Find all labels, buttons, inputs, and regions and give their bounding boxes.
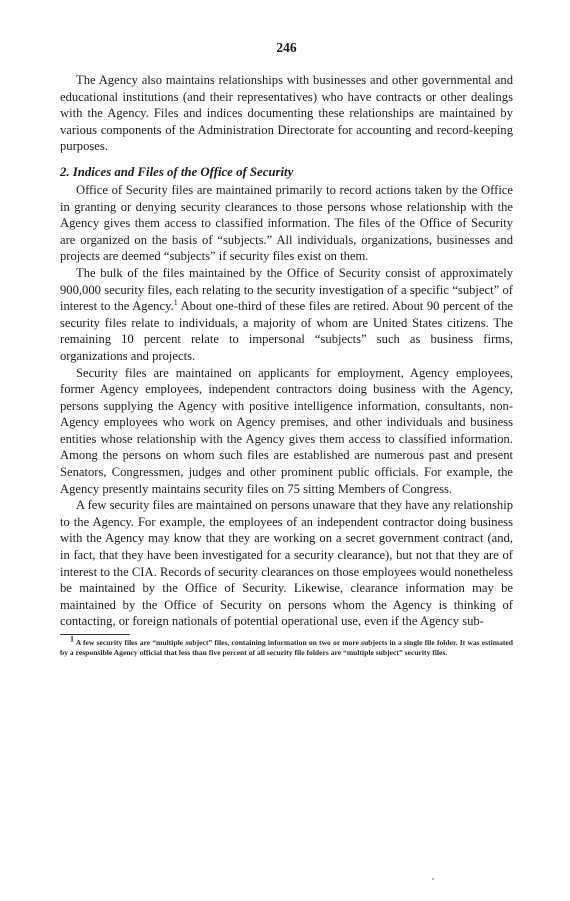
body-paragraph-3: Security files are maintained on applicants for employment, Agency employees, former Agency employees, independent contractors doing business with the Agency, persons supplying the Agency with positive intelligence information, consultants, non-Agency employees who work on Agency premises, and other individuals and business entities whose relationship with the Agency gives them access to classified information. Among the persons on whom such files are established are numerous past and present Senators, Congressmen, judges and other prominent public officials. For example, the Agency presently maintains security files on 75 sitting Members of Congress. xyxy=(60,365,513,496)
paragraph-2-text-b: About one-third of these files are retired. About 90 percent of the security files relate to individuals, a majority of whom are United States citizens. The remaining 10 percent relate to impersonal “subjects” such as business firms, organizations and projects. xyxy=(60,299,513,363)
footnote xyxy=(60,634,513,659)
intro-paragraph: The Agency also maintains relationships with businesses and other governmental and educational institutions (and their representatives) who have contracts or other dealings with the Agency. Files and indices documenting these relationships are maintained by various components of the Administration Directorate for accounting and record-keeping purposes. xyxy=(60,73,513,154)
page-number: 246 xyxy=(276,40,297,55)
document-page xyxy=(60,40,513,659)
scan-speck xyxy=(432,878,434,880)
body-paragraph-1: Office of Security files are maintained primarily to record actions taken by the Office in granting or denying security clearances to those persons whose relationship with the Agency gives them access to classified information. The files of the Office of Security are organized on the basis of “subjects.” All individuals, organizations, businesses and projects are deemed “subjects” if security files exist on them. xyxy=(60,182,513,264)
body-paragraph-2 xyxy=(60,265,513,365)
paragraph-2-text-a: The bulk of the files maintained by the Office of Security consist of approximately 900,000 security files, each relating to the security investigation of a specific “subject” of interest to the Agency. xyxy=(60,265,513,314)
section-heading: 2. Indices and Files of the Office of Security xyxy=(60,164,294,179)
footnote-text: A few security files are “multiple subject” files, containing information on two or more subjects in a single file folder. It was estimated by a responsible Agency official that less than five percent of all security file folders are “multiple subject” security files. xyxy=(60,638,513,658)
body-paragraph-4: A few security files are maintained on persons unaware that they have any relationship to the Agency. For example, the employees of an independent contractor doing business with the Agency may know that they are working on a secret government contract (and, in fact, that they have been investigated for a security clearance), but not that they are of interest to the CIA. Records of security clearances on those employees would nonetheless be maintained by the Office of Security. Likewise, clearance information may be maintained by the Office of Security on persons whom the Agency is thinking of contacting, or foreign nationals of potential operational use, even if the Agency sub- xyxy=(60,498,513,629)
footnote-marker: 1 xyxy=(70,634,74,644)
footnote-reference: 1 xyxy=(173,297,178,307)
